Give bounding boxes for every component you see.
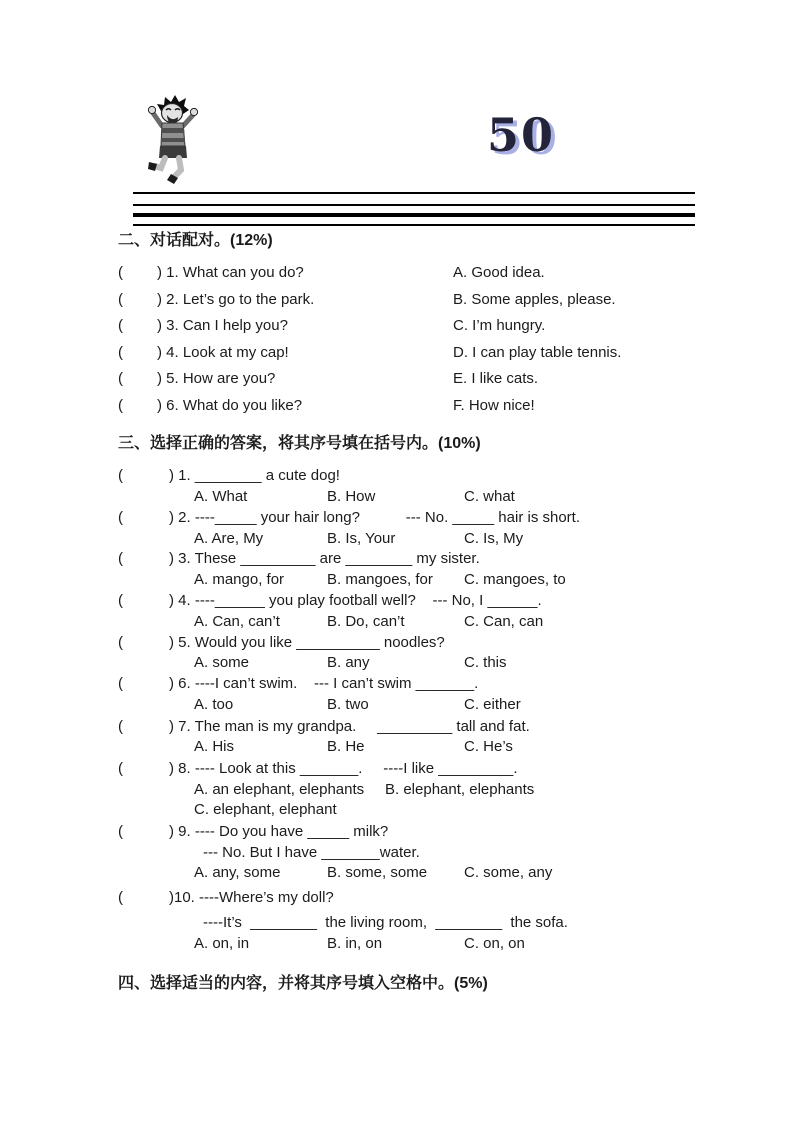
question-stem: ) 5. Would you like __________ noodles? <box>169 634 445 651</box>
option-a: A. an elephant, elephants <box>194 781 365 798</box>
option-c: C. what <box>464 488 515 505</box>
option-c: C. elephant, elephant <box>194 801 337 818</box>
option-c: C. Can, can <box>464 613 544 630</box>
answer-paren: ( <box>118 550 123 567</box>
option-a: A. too <box>194 696 234 713</box>
match-question: ) 3. Can I help you? <box>157 317 288 334</box>
match-question: ) 5. How are you? <box>157 370 276 387</box>
match-question: ) 4. Look at my cap! <box>157 344 289 361</box>
question-stem-row <box>118 549 698 569</box>
match-question: ) 6. What do you like? <box>157 397 303 414</box>
answer-paren: ( <box>118 889 123 906</box>
question-options <box>194 863 694 883</box>
option-b: B. two <box>327 696 369 713</box>
question-stem: ) 1. ________ a cute dog! <box>169 467 340 484</box>
option-b: B. any <box>327 654 370 671</box>
answer-paren: ( <box>118 397 123 414</box>
answer-paren: ( <box>118 718 123 735</box>
question-stem-row <box>118 888 698 908</box>
option-a: A. Can, can’t <box>194 613 280 630</box>
answer-paren: ( <box>118 370 123 387</box>
option-a: A. Are, My <box>194 530 264 547</box>
option-a: A. on, in <box>194 935 250 952</box>
answer-paren: ( <box>118 264 123 281</box>
question-stem: ) 4. ----______ you play football well? --- No, I ______. <box>169 592 542 609</box>
question-stem: ) 8. ---- Look at this _______. ----I like _________. <box>169 760 518 777</box>
match-row <box>118 343 698 363</box>
match-option: B. Some apples, please. <box>453 291 616 308</box>
option-b: B. How <box>327 488 376 505</box>
answer-paren: ( <box>118 760 123 777</box>
option-b: B. He <box>327 738 365 755</box>
match-row <box>118 316 698 336</box>
answer-paren: ( <box>118 823 123 840</box>
answer-paren: ( <box>118 317 123 334</box>
answer-paren: ( <box>118 592 123 609</box>
question-stem-row <box>118 674 698 694</box>
match-question: ) 2. Let’s go to the park. <box>157 291 315 308</box>
question-stem-row <box>118 717 698 737</box>
question-stem: ) 3. These _________ are ________ my sister. <box>169 550 480 567</box>
question-stem: ) 7. The man is my grandpa. _________ tall and fat. <box>169 718 530 735</box>
option-a: A. any, some <box>194 864 281 881</box>
match-question: ) 1. What can you do? <box>157 264 304 281</box>
question-options <box>194 800 694 820</box>
question-stem: ) 9. ---- Do you have _____ milk? <box>169 823 389 840</box>
question-stem: ) 6. ----I can’t swim. --- I can’t swim _______. <box>169 675 479 692</box>
match-row <box>118 369 698 389</box>
match-option: E. I like cats. <box>453 370 539 387</box>
question-options <box>194 695 694 715</box>
option-c: C. on, on <box>464 935 525 952</box>
match-option: D. I can play table tennis. <box>453 344 622 361</box>
option-b: B. mangoes, for <box>327 571 433 588</box>
section-3-title: 三、选择正确的答案，将其序号填在括号内。(10%) <box>118 435 481 452</box>
question-stem-row <box>118 466 698 486</box>
match-row <box>118 396 698 416</box>
option-a: A. What <box>194 488 248 505</box>
answer-paren: ( <box>118 467 123 484</box>
score-badge: 50 <box>487 108 556 162</box>
match-option: C. I’m hungry. <box>453 317 546 334</box>
section-2-title: 二、对话配对。(12%) <box>118 232 273 249</box>
match-row <box>118 290 698 310</box>
option-b: B. some, some <box>327 864 428 881</box>
question-stem: ) 2. ----_____ your hair long? --- No. _____ hair is short. <box>169 509 581 526</box>
match-option: F. How nice! <box>453 397 535 414</box>
option-c: C. some, any <box>464 864 553 881</box>
option-b: B. Is, Your <box>327 530 396 547</box>
question-stem-row <box>118 822 698 842</box>
question-options <box>194 934 694 954</box>
header-rule-line <box>133 224 695 226</box>
option-c: C. mangoes, to <box>464 571 566 588</box>
section-4-title: 四、选择适当的内容，并将其序号填入空格中。(5%) <box>118 975 488 992</box>
answer-paren: ( <box>118 291 123 308</box>
option-c: C. this <box>464 654 507 671</box>
jumping-boy-clipart <box>141 94 203 189</box>
question-stem-row <box>118 633 698 653</box>
option-b: B. elephant, elephants <box>385 781 535 798</box>
question-options <box>194 737 694 757</box>
answer-paren: ( <box>118 509 123 526</box>
option-c: C. Is, My <box>464 530 524 547</box>
option-a: A. some <box>194 654 250 671</box>
header-rule-line <box>133 192 695 194</box>
header-rule-line <box>133 204 695 206</box>
question-options <box>194 612 694 632</box>
option-c: C. He’s <box>464 738 513 755</box>
answer-paren: ( <box>118 675 123 692</box>
question-options <box>194 487 694 507</box>
match-row <box>118 263 698 283</box>
question-stem-row <box>118 508 698 528</box>
question-options <box>194 780 694 800</box>
option-a: A. His <box>194 738 235 755</box>
header-rule-line-thick <box>133 213 695 217</box>
match-option: A. Good idea. <box>453 264 545 281</box>
answer-paren: ( <box>118 344 123 361</box>
question-stem: )10. ----Where’s my doll? <box>169 889 334 906</box>
question-stem-row <box>118 759 698 779</box>
question-continuation: --- No. But I have _______water. <box>203 844 420 861</box>
option-a: A. mango, for <box>194 571 285 588</box>
question-continuation: ----It’s ________ the living room, ________ the sofa. <box>203 914 568 931</box>
question-options <box>194 529 694 549</box>
question-options <box>194 570 694 590</box>
question-options <box>194 653 694 673</box>
option-c: C. either <box>464 696 521 713</box>
option-b: B. Do, can’t <box>327 613 405 630</box>
answer-paren: ( <box>118 634 123 651</box>
question-stem-row <box>118 591 698 611</box>
option-b: B. in, on <box>327 935 383 952</box>
